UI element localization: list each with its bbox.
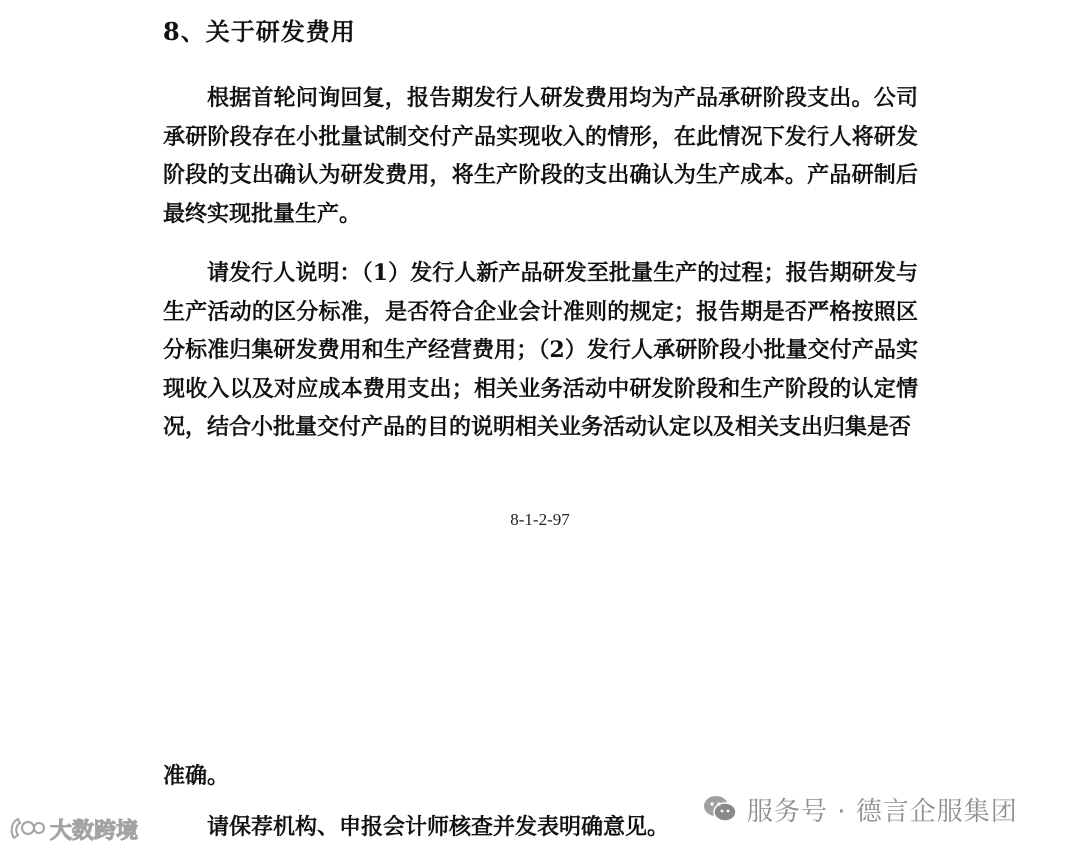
watermark-service-account-text: 服务号 · 德言企服集团 xyxy=(747,796,1018,827)
watermark-service-account xyxy=(703,787,1018,831)
logo-mark-icon xyxy=(8,814,46,844)
continued-text: 准确。 xyxy=(163,763,230,789)
page-number: 8-1-2-97 xyxy=(510,510,570,529)
paragraph-background: 根据首轮问询回复，报告期发行人研发费用均为产品承研阶段支出。公司承研阶段存在小批量试制交付产品实现收入的情形，在此情况下发行人将研发阶段的支出确认为研发费用，将生产阶段的支出确认为生产成本。产品研制后最终实现批量生产。 xyxy=(163,85,918,227)
watermark-brand xyxy=(8,812,138,846)
wechat-icon xyxy=(703,794,737,824)
verification-request: 请保荐机构、申报会计师核查并发表明确意见。 xyxy=(207,814,670,840)
paragraph-request-explanation: 请发行人说明：（1）发行人新产品研发至批量生产的过程；报告期研发与生产活动的区分标准，是否符合企业会计准则的规定；报告期是否严格按照区分标准归集研发费用和生产经营费用；（2）发行人承研阶段小批量交付产品实现收入以及对应成本费用支出；相关业务活动中研发阶段和生产阶段的认定情况，结合小批量交付产品的目的说明相关业务活动认定以及相关支出归集是否 xyxy=(163,260,918,440)
watermark-brand-text: 大数跨境 xyxy=(50,818,139,844)
section-heading: 8、关于研发费用 xyxy=(163,17,356,46)
